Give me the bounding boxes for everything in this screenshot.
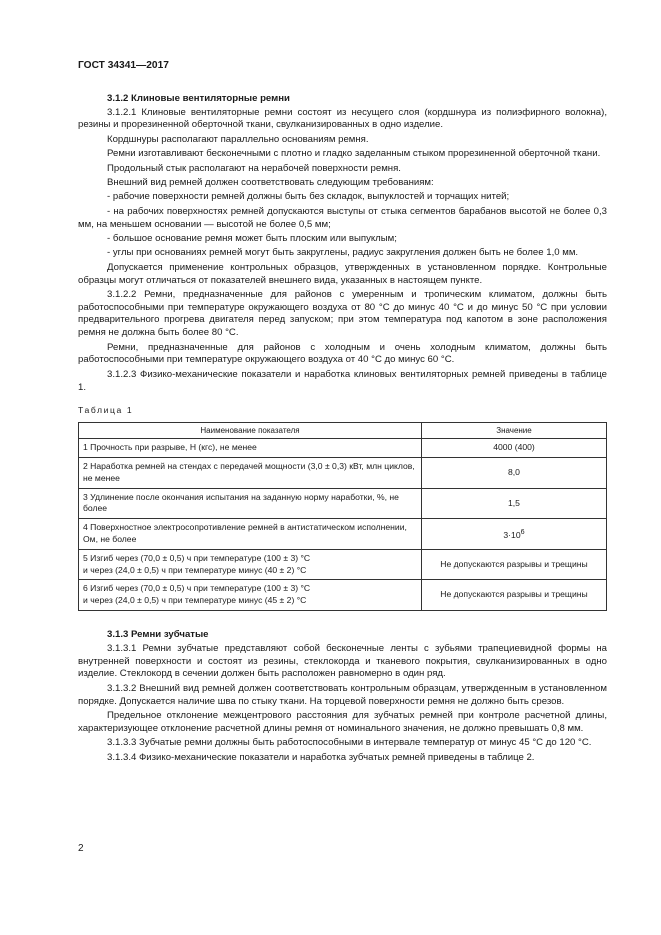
value-mantissa: 3·10: [503, 529, 521, 540]
spacer: [78, 611, 607, 629]
indicator-name: 4 Поверхностное электросопротивление ремней в антистатическом исполнении, Ом, не более: [79, 519, 422, 550]
table-row: [79, 458, 607, 489]
paragraph: 3.1.2.1 Клиновые вентиляторные ремни состоят из несущего слоя (кордшнура из полиэфирного волокна), резины и прорезиненной оберточной ткани, свулканизированных в одно изделие.: [78, 106, 607, 131]
indicator-name: [79, 549, 422, 580]
page-number: 2: [78, 843, 84, 854]
paragraph: 3.1.2.3 Физико-механические показатели и наработка клиновых вентиляторных ремней приведены в таблице 1.: [78, 368, 607, 393]
paragraph: Ремни изготавливают бесконечными с плотно и гладко заделанным стыком прорезиненной оберточной ткани.: [107, 148, 601, 160]
indicator-name: [79, 580, 422, 611]
table-row: [79, 439, 607, 458]
table-row: [79, 519, 607, 550]
column-header-value: Значение: [422, 423, 607, 439]
paragraph: Кордшнуры располагают параллельно основаниям ремня.: [107, 133, 369, 145]
section-heading-3-1-2: 3.1.2 Клиновые вентиляторные ремни: [107, 92, 290, 104]
table-header-row: [79, 423, 607, 439]
list-item: - углы при основаниях ремней могут быть закруглены, радиус закругления должен быть не более 1,0 мм.: [107, 247, 579, 259]
paragraph: Ремни, предназначенные для районов с холодным и очень холодным климатом, должны быть работоспособными при температуре окружающего воздуха от 40 °С до минус 60 °С.: [78, 341, 607, 366]
table-row: [79, 580, 607, 611]
list-item: - рабочие поверхности ремней должны быть без складок, выпуклостей и торчащих нитей;: [107, 191, 510, 203]
indicator-value: 8,0: [422, 458, 607, 489]
table-row: [79, 488, 607, 519]
indicator-name-line: и через (24,0 ± 0,5) ч при температуре минус (40 ± 2) °С: [83, 564, 307, 575]
indicator-name: 2 Наработка ремней на стендах с передачей мощности (3,0 ± 0,3) кВт, млн циклов, не менее: [79, 458, 422, 489]
indicator-name: 1 Прочность при разрыве, Н (кгс), не менее: [79, 439, 422, 458]
paragraph: Предельное отклонение межцентрового расстояния для зубчатых ремней при контроле расчетной длины, характеризующее отклонение расчетной длины ремня от номинального значения, не должно превышать 0,8 мм.: [78, 709, 607, 734]
list-item: - на рабочих поверхностях ремней допускаются выступы от стыка сегментов барабанов высотой не более 0,3 мм, на меньшем основании — высотой не более 0,5 мм;: [78, 205, 607, 230]
paragraph: Допускается применение контрольных образцов, утвержденных в установленном порядке. Контрольные образцы могут отличаться от показателей внешнего вида, указанных в настоящем пункте.: [78, 261, 607, 286]
paragraph: 3.1.3.1 Ремни зубчатые представляют собой бесконечные ленты с зубьями трапециевидной формы на внутренней поверхности и состоят из резины, стеклокорда и тканевого покрытия, свулканизированных в одно изделие. Стеклокорд в сечении должен быть расположен равномерно в один ряд.: [78, 642, 607, 680]
column-header-name: Наименование показателя: [79, 423, 422, 439]
table-1: [78, 422, 607, 611]
paragraph: 3.1.3.3 Зубчатые ремни должны быть работоспособными в интервале температур от минус 45 °С до 120 °С.: [107, 737, 592, 749]
paragraph: Продольный стык располагают на нерабочей поверхности ремня.: [107, 162, 401, 174]
paragraph: 3.1.2.2 Ремни, предназначенные для районов с умеренным и тропическим климатом, должны быть работоспособными при температуре окружающего воздуха от 80 °С до минус 40 °С и до минус 50 °С при условии предварительного прогрева двигателя перед запуском; при этом температура под капотом в зоне расположения ремня не должна быть более 80 °С.: [78, 288, 607, 339]
indicator-value: 4000 (400): [422, 439, 607, 458]
list-item: - большое основание ремня может быть плоским или выпуклым;: [107, 232, 397, 244]
indicator-name: 3 Удлинение после окончания испытания на заданную норму наработки, %, не более: [79, 488, 422, 519]
table-caption: Таблица 1: [78, 405, 134, 416]
paragraph: 3.1.3.4 Физико-механические показатели и наработка зубчатых ремней приведены в таблице 2.: [107, 751, 535, 763]
indicator-value: Не допускаются разрывы и трещины: [422, 580, 607, 611]
indicator-value: Не допускаются разрывы и трещины: [422, 549, 607, 580]
indicator-value: 1,5: [422, 488, 607, 519]
value-exponent: 6: [520, 527, 525, 536]
section-heading-3-1-3: 3.1.3 Ремни зубчатые: [107, 629, 209, 641]
document-code: ГОСТ 34341—2017: [78, 60, 169, 71]
paragraph: 3.1.3.2 Внешний вид ремней должен соответствовать контрольным образцам, утвержденным в установленном порядке. Допускается наличие шва по стыку ткани. На торцевой поверхности ремня не должно быть срезов.: [78, 682, 607, 707]
indicator-name-line: 5 Изгиб через (70,0 ± 0,5) ч при температуре (100 ± 3) °С: [83, 552, 311, 563]
indicator-name-line: и через (24,0 ± 0,5) ч при температуре минус (45 ± 2) °С: [83, 595, 307, 606]
paragraph: Внешний вид ремней должен соответствовать следующим требованиям:: [107, 176, 434, 188]
table-row: [79, 549, 607, 580]
indicator-name-line: 6 Изгиб через (70,0 ± 0,5) ч при температуре (100 ± 3) °С: [83, 583, 311, 594]
indicator-value: [422, 519, 607, 550]
